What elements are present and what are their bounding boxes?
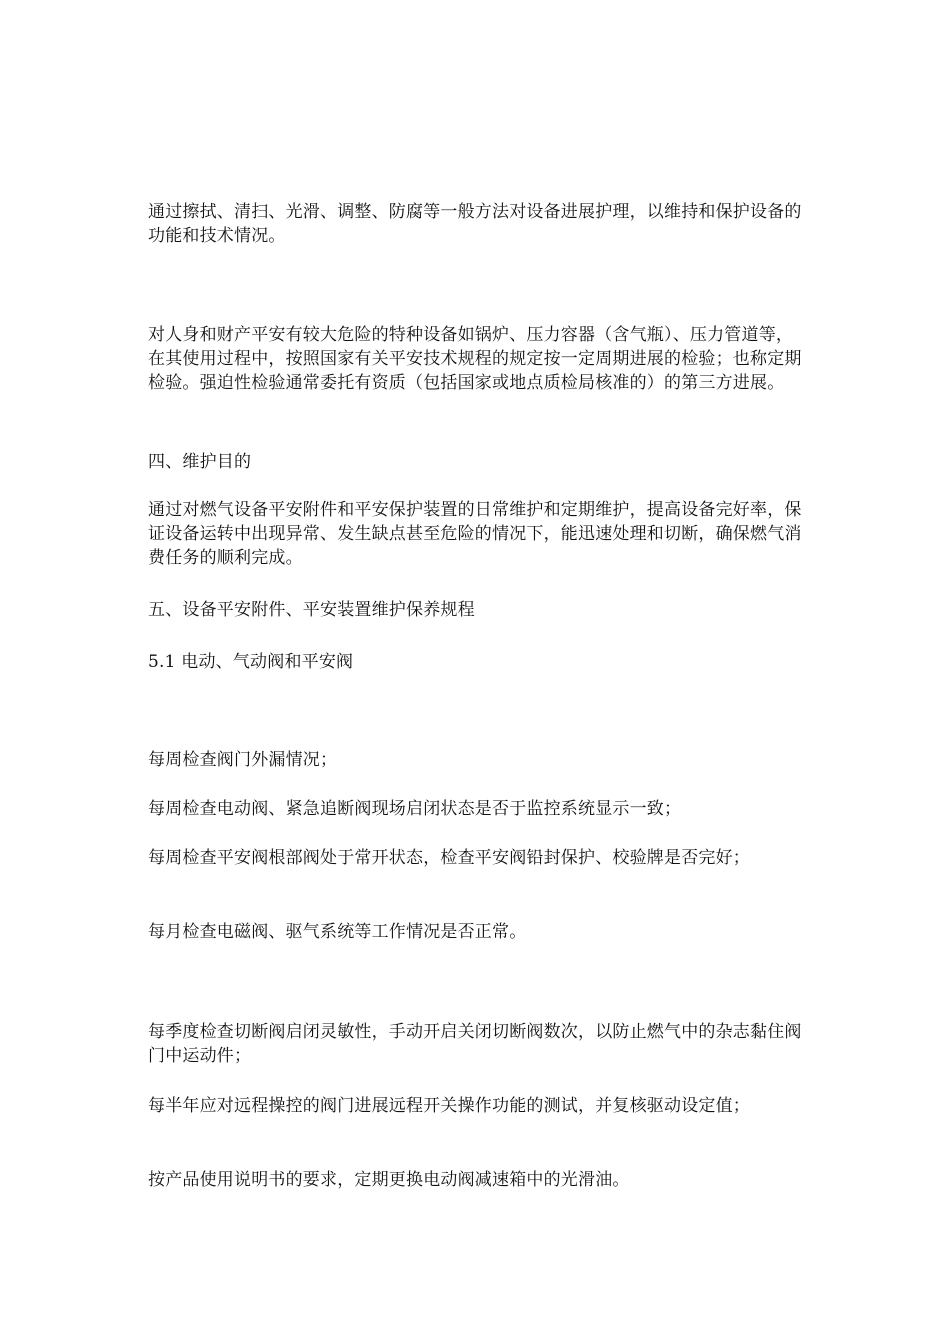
list-item-weekly-valve-status: 每周检查电动阀、紧急追断阀现场启闭状态是否于监控系统显示一致； (148, 799, 682, 819)
list-item-quarterly-shutoff: 每季度检查切断阀启闭灵敏性，手动开启关闭切断阀数次，以防止燃气中的杂志黏住阀门中运动件； (148, 1022, 802, 1066)
list-item-gearbox-oil: 按产品使用说明书的要求，定期更换电动阀减速箱中的光滑油。 (148, 1170, 630, 1190)
paragraph-maintenance-purpose: 通过对燃气设备平安附件和平安保护装置的日常维护和定期维护，提高设备完好率，保证设备运转中出现异常、发生缺点甚至危险的情况下，能迅速处理和切断，确保燃气消费任务的顺利完成。 (148, 500, 802, 568)
list-item-monthly-solenoid: 每月检查电磁阀、驱气系统等工作情况是否正常。 (148, 922, 527, 942)
paragraph-mandatory-inspection: 对人身和财产平安有较大危险的特种设备如锅炉、压力容器（含气瓶）、压力管道等，在其使用过程中，按照国家有关平安技术规程的规定按一定周期进展的检验；也称定期检验。强迫性检验通常委托有资质（包括国家或地点质检局核准的）的第三方进展。 (148, 325, 802, 393)
list-item-weekly-leak-check: 每周检查阀门外漏情况； (148, 750, 338, 770)
list-item-semiannual-remote: 每半年应对远程操控的阀门进展远程开关操作功能的测试，并复核驱动设定值； (148, 1096, 750, 1116)
heading-subsection-5-1: 5.1 电动、气动阀和平安阀 (148, 652, 354, 672)
heading-section-four: 四、维护目的 (148, 452, 252, 472)
paragraph-maintenance-definition: 通过擦拭、清扫、光滑、调整、防腐等一般方法对设备进展护理，以维持和保护设备的功能和技术情况。 (148, 202, 802, 246)
heading-section-five: 五、设备平安附件、平安装置维护保养规程 (148, 600, 475, 620)
list-item-weekly-safety-valve: 每周检查平安阀根部阀处于常开状态，检查平安阀铅封保护、校验牌是否完好； (148, 848, 750, 868)
